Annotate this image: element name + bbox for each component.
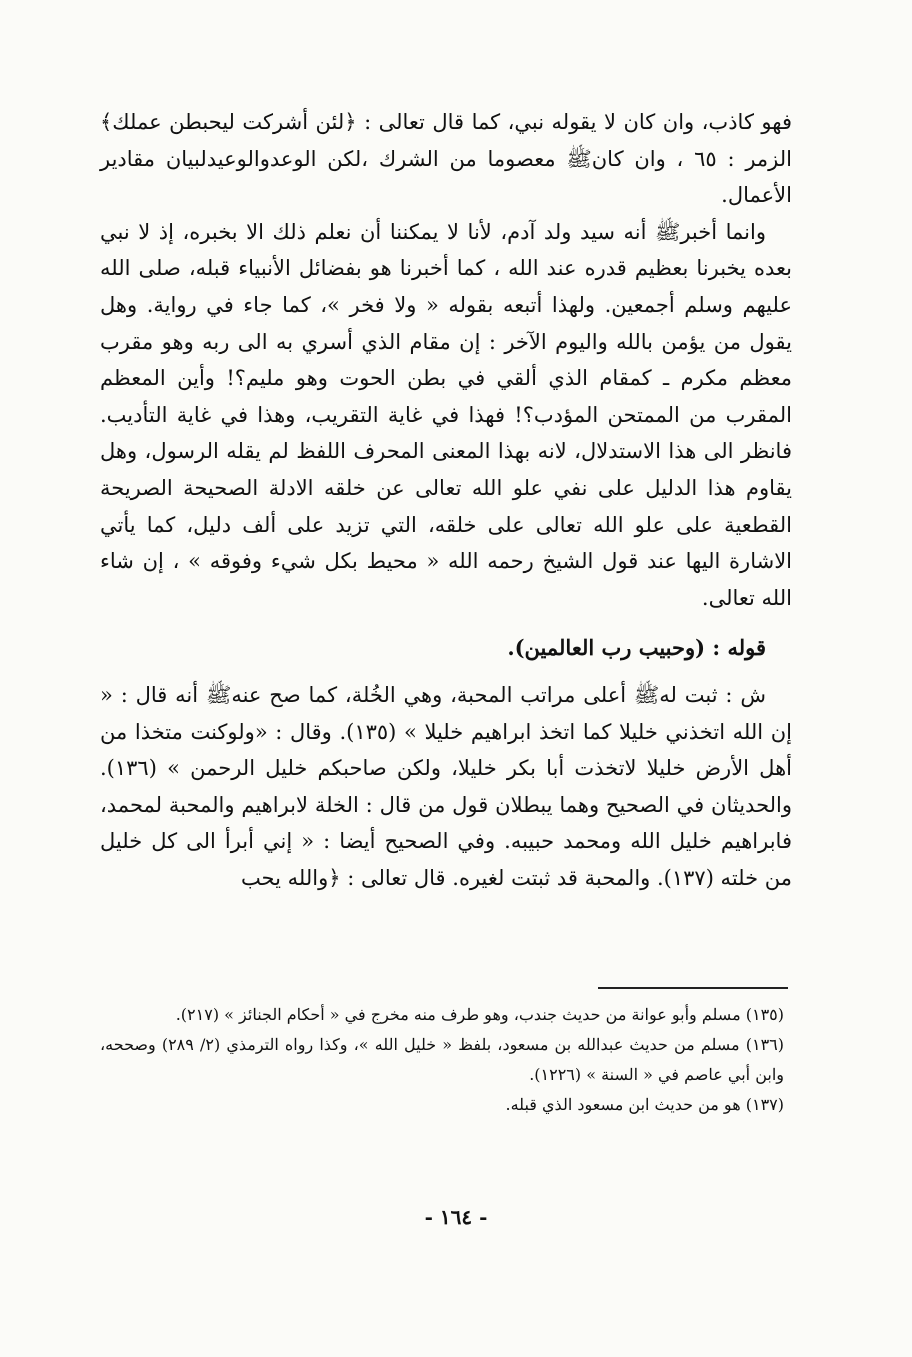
main-text <box>100 104 792 896</box>
footnote-divider <box>598 987 788 989</box>
section-heading: قوله : (وحبيب رب العالمين). <box>507 635 766 661</box>
footnote-136: (١٣٦) مسلم من حديث عبدالله بن مسعود، بلفظ « خليل الله »، وكذا رواه الترمذي (٢/ ٢٨٩) وصححه، وابن أبي عاصم في « السنة » (١٢٢٦). <box>100 1035 784 1084</box>
paragraph-2: وانما أخبرﷺ أنه سيد ولد آدم، لأنا لا يمكننا أن نعلم ذلك الا بخبره، إذ لا نبي بعده يخبرنا بعظيم قدره عند الله ، كما أخبرنا هو بفضائل الأنبياء قبله، صلى الله عليهم وسلم أجمعين. ولهذا أتبعه بقوله « ولا فخر »، كما جاء في رواية. وهل يقول من يؤمن بالله واليوم الآخر : إن مقام الذي أسري به الى ربه وهو مقرب معظم مكرم ـ كمقام الذي ألقي في بطن الحوت وهو مليم؟! وأين المعظم المقرب من الممتحن المؤدب؟! فهذا في غاية التقريب، وهذا في غاية التأديب. فانظر الى هذا الاستدلال، لانه بهذا المعنى المحرف اللفظ لم يقله الرسول، وهل يقاوم هذا الدليل على نفي علو الله تعالى عن خلقه الادلة الصحيحة الصريحة القطعية على علو الله تعالى على خلقه، التي تزيد على ألف دليل، كما يأتي الاشارة اليها عند قول الشيخ رحمه الله « محيط بكل شيء وفوقه » ، إن شاء الله تعالى. <box>100 219 792 610</box>
paragraph-3: ش : ثبت لهﷺ أعلى مراتب المحبة، وهي الخُلة، كما صح عنهﷺ أنه قال : « إن الله اتخذني خليلا كما اتخذ ابراهيم خليلا » (١٣٥). وقال : «ولوكنت متخذا من أهل الأرض خليلا لاتخذت أبا بكر خليلا، ولكن صاحبكم خليل الرحمن » (١٣٦). والحديثان في الصحيح وهما يبطلان قول من قال : الخلة لابراهيم والمحبة لمحمد، فابراهيم خليل الله ومحمد حبيبه. وفي الصحيح أيضا : « إني أبرأ الى كل خليل من خلته (١٣٧). والمحبة قد ثبتت لغيره. قال تعالى : ﴿والله يحب <box>100 682 792 890</box>
footnotes <box>100 1000 784 1120</box>
page-number: - ١٦٤ - <box>424 1205 488 1229</box>
footnote-137: (١٣٧) هو من حديث ابن مسعود الذي قبله. <box>505 1095 784 1114</box>
paragraph-1: فهو كاذب، وان كان لا يقوله نبي، كما قال تعالى : ﴿لئن أشركت ليحبطن عملك﴾ الزمر : ٦٥ ، وان كانﷺ معصوما من الشرك ،لكن الوعدوالوعيدلبيان مقادير الأعمال. <box>100 110 792 208</box>
footnote-135: (١٣٥) مسلم وأبو عوانة من حديث جندب، وهو طرف منه مخرج في « أحكام الجنائز » (٢١٧). <box>175 1005 784 1024</box>
